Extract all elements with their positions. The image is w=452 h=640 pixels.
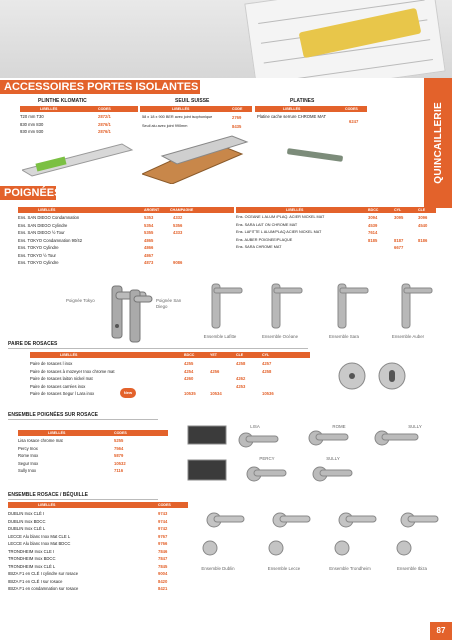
table-cell: Paire de rosaces à mozeyer Inox chrome mat	[30, 368, 115, 374]
table-cell: 930 mm 930	[20, 129, 44, 134]
caption-dublin: Ensemble Dublin	[201, 566, 235, 571]
table-cell: 3096	[418, 215, 428, 220]
rosace-sets-header	[18, 430, 168, 436]
col-libelles: LIBELLÉS	[283, 107, 301, 111]
table-cell: Ens. OCEANE L ALUM /PLAQ. ACIER NICKEL MAT	[236, 215, 325, 219]
table-cell: 4866	[144, 245, 154, 250]
header-photo	[0, 0, 452, 78]
divider	[8, 419, 158, 420]
col-libelles: LIBELLÉS	[286, 208, 304, 212]
table-cell: DUBLIN Inox BDCC	[8, 518, 46, 524]
table-cell: 10536	[262, 391, 274, 396]
caption-sully-2: SULLY	[326, 456, 340, 461]
table-cell: 4255	[184, 361, 194, 366]
table-cell: Lisa rosace chrome mat	[18, 438, 63, 443]
caption-rome: ROME	[332, 424, 346, 429]
table-cell: 9743	[158, 511, 168, 516]
table-cell: 9767	[158, 533, 168, 539]
table-cell: Platine cache serrure CHROME MAT	[257, 114, 327, 119]
table-cell: DUBLIN Inox CLÉ I	[8, 511, 45, 516]
table-cell: TRONDHEIM Inox CLE I	[8, 548, 55, 554]
caption-san-diego: Poignée San Diego	[156, 298, 182, 309]
table-cell: 58 x 18 x 900 BER avec joint isophonique	[142, 115, 213, 119]
caption-trondheim: Ensemble Trondheim	[329, 566, 371, 571]
divider	[8, 499, 158, 500]
caption-sully-1: SULLY	[408, 424, 422, 429]
table-cell: 8185	[368, 237, 378, 243]
table-cell: 8186	[418, 237, 428, 243]
table-cell: 10532	[114, 460, 126, 466]
plinthe-header	[20, 106, 138, 112]
table-cell: Paire de rosaces laiton nickel mat	[30, 376, 93, 381]
seuil-image	[142, 134, 252, 184]
col-cyl: CYL	[394, 208, 402, 212]
table-cell: Sully Inox	[18, 468, 37, 473]
rosace-sets-table	[18, 437, 168, 477]
table-cell: Paire de rosaces l inox	[30, 361, 73, 366]
table-cell: 7846	[158, 548, 168, 554]
table-cell: 9086	[173, 260, 183, 265]
platines-header	[255, 106, 367, 112]
table-cell: Ens. TOKYO Cylindre	[18, 260, 59, 265]
rosace-images	[330, 356, 430, 396]
table-cell: 5355	[144, 230, 154, 235]
table-cell: 3094	[368, 215, 378, 220]
table-cell: Ens. TOKYO Condamnation 90/42	[18, 237, 83, 243]
table-cell: 4253	[236, 383, 246, 389]
table-cell: 10535	[184, 391, 196, 396]
table-cell: Ens. SAN DIEGO ½ Tour	[18, 230, 65, 235]
table-cell: 5879	[114, 453, 124, 458]
table-cell: IBIZA F1 en condamnation sur rosace	[8, 586, 79, 591]
table-cell: 6677	[394, 245, 404, 250]
table-cell: 7564	[114, 445, 124, 451]
rosaces-header	[30, 352, 310, 358]
col-libelles: LIBELLÉS	[40, 107, 58, 111]
table-cell: Ens. LAFITTE L ALUM/PLAQ ACIER NICKEL MAT	[236, 230, 322, 234]
side-tab-label: QUINCAILLERIE	[432, 102, 444, 184]
table-cell: 10534	[210, 391, 222, 396]
table-cell: Ens. TOKYO Cylindre	[18, 245, 59, 250]
plinthe-table	[20, 113, 138, 137]
table-cell: 8421	[158, 586, 168, 591]
table-cell: 7116	[114, 468, 124, 473]
col-code: CODE	[232, 107, 243, 111]
plinthe-image	[22, 140, 134, 178]
seuil-header	[140, 106, 252, 112]
table-cell: 4333	[173, 230, 183, 235]
table-cell: TRONDHEIM Inox CLÉ L	[8, 563, 56, 569]
table-cell: 7845	[158, 563, 168, 569]
col-codes: CODES	[114, 431, 127, 435]
bequille-images	[196, 508, 442, 564]
col-bdcc: BDCC	[368, 208, 379, 212]
table-cell: 4260	[184, 376, 194, 381]
col-yet: YET	[210, 353, 217, 357]
col-codes: CODES	[98, 107, 111, 111]
col-libelles: LIBELLÉS	[48, 431, 66, 435]
platines-title: PLATINES	[290, 98, 315, 104]
table-cell: T20 mm T30	[20, 114, 44, 119]
col-codes: CODES	[345, 107, 358, 111]
poignees-right-header	[236, 207, 436, 213]
table-cell: 7614	[368, 230, 378, 235]
table-cell: 2769	[232, 115, 242, 120]
table-cell: 4332	[173, 215, 183, 220]
caption-lecce: Ensemble Lecce	[267, 566, 301, 571]
section-title-poignees: POIGNÉES	[0, 186, 56, 200]
table-cell: 2876/1	[98, 129, 111, 134]
new-badge: New	[120, 388, 136, 398]
table-cell: 4257	[262, 361, 272, 366]
page-number: 87	[430, 622, 452, 640]
divider	[8, 348, 308, 349]
table-cell: 4873	[144, 260, 154, 265]
table-cell: Seuil alu avec joint 990mm	[142, 124, 188, 128]
table-cell: Ens. SAN DIEGO Cylindre	[18, 222, 68, 228]
table-cell: Percy Inox	[18, 445, 38, 451]
table-cell: 5356	[173, 222, 183, 228]
table-cell: 9742	[158, 526, 168, 531]
rosaces-table	[30, 360, 310, 400]
table-cell: 9766	[158, 541, 168, 546]
caption-sara: Ensemble Sara	[328, 334, 360, 339]
plinthe-title: PLINTHE KLOMATIC	[38, 98, 87, 104]
table-cell: Rome Inox	[18, 453, 39, 458]
table-cell: IBIZA F1 en CLÉ I sur rosace	[8, 578, 63, 584]
table-cell: 2876/1	[98, 121, 111, 127]
table-cell: 8435	[232, 124, 242, 129]
col-bdcc: BDCC	[184, 353, 195, 357]
table-cell: Paire de rosaces Segur l Lara inox	[30, 391, 95, 396]
rosace-bequille-title: ENSEMBLE ROSACE / BÉQUILLE	[8, 492, 89, 498]
table-cell: TRONDHEIM Inox BDCC	[8, 556, 56, 561]
table-cell: 6247	[349, 119, 359, 124]
table-cell: 5255	[114, 438, 124, 443]
poignees-right-table	[236, 214, 436, 254]
table-cell: 4254	[184, 368, 194, 374]
poignees-left-header	[18, 207, 234, 213]
table-cell: Ens. SARA CHROME MAT	[236, 245, 282, 249]
table-cell: 4258	[262, 368, 272, 374]
table-cell: Ens. SAN DIEGO Condamnation	[18, 215, 80, 220]
caption-percy: PERCY	[259, 456, 275, 461]
rosace-bequille-header	[8, 502, 188, 508]
table-cell: 4539	[368, 222, 378, 228]
col-libelles: LIBELLÉS	[38, 208, 56, 212]
col-champagne: CHAMPAGNE	[170, 208, 194, 212]
side-tab	[424, 78, 452, 208]
rosace-bequille-table	[8, 510, 188, 594]
table-cell: 2872/1	[98, 114, 111, 119]
col-cle: CLE	[236, 353, 244, 357]
caption-ibiza: Ensemble Ibiza	[396, 566, 428, 571]
seuil-title: SEUIL SUISSE	[175, 98, 210, 104]
table-cell: 7847	[158, 556, 168, 561]
table-cell: 9744	[158, 518, 168, 524]
caption-lafitte: Ensemble Lafitte	[203, 334, 237, 339]
table-cell: 3095	[394, 215, 404, 220]
table-cell: 4262	[236, 376, 246, 381]
table-cell: 8187	[394, 237, 404, 243]
table-cell: 4540	[418, 222, 428, 228]
table-cell: Ens. AUBER POIGNEE/PLAQUE	[236, 237, 293, 242]
table-cell: 5353	[144, 215, 154, 220]
col-argent: ARGENT	[144, 208, 160, 212]
platine-image	[285, 148, 345, 162]
table-cell: 9004	[158, 571, 168, 576]
table-cell: DUBLIN Inox CLÉ L	[8, 526, 46, 531]
table-cell: 4256	[210, 368, 220, 374]
col-libelles: LIBELLÉS	[60, 353, 78, 357]
poignees-left-table	[18, 214, 234, 270]
col-cyl: CYL	[262, 353, 270, 357]
table-cell: Ens. SARA LAIT ON CHROME MAT	[236, 222, 298, 227]
section-title-accessoires: ACCESSOIRES PORTES ISOLANTES	[0, 80, 200, 94]
caption-oceane: Ensemble Océane	[261, 334, 299, 339]
rosace-sets-title: ENSEMBLE POIGNÉES SUR ROSACE	[8, 412, 99, 418]
table-cell: 5354	[144, 222, 154, 228]
col-cle: CLE	[418, 208, 426, 212]
ensemble-images	[200, 278, 440, 332]
table-cell: Paire de rosaces carrées inox	[30, 383, 86, 389]
table-cell: IBIZA F1 en CLÉ I cylindre sur rosace	[8, 571, 79, 576]
table-cell: 4865	[144, 237, 154, 243]
rosace-handle-images	[186, 420, 442, 490]
handle-image-san-diego	[126, 284, 154, 346]
caption-tokyo: Poignée Tokyo	[66, 298, 95, 303]
table-cell: LECCE Alu blanc Inox Mat BDCC	[8, 541, 71, 546]
seuil-table	[142, 114, 254, 132]
caption-auber: Ensemble Auber	[391, 334, 425, 339]
col-codes: CODES	[158, 503, 171, 507]
col-libelles: LIBELLÉS	[38, 503, 56, 507]
col-libelles: LIBELLÉS	[172, 107, 190, 111]
rosaces-title: PAIRE DE ROSACES	[8, 341, 58, 347]
table-cell: 4867	[144, 252, 154, 258]
table-cell: 8420	[158, 578, 168, 584]
table-cell: Segur Inox	[18, 460, 39, 466]
caption-lisa: LISA	[250, 424, 260, 429]
table-cell: LECCE Alu blanc Inox Mat CLE L	[8, 533, 71, 539]
table-cell: 4258	[236, 361, 246, 366]
table-cell: 830 mm 830	[20, 121, 44, 127]
table-cell: Ens. TOKYO ½ Tour	[18, 252, 56, 258]
